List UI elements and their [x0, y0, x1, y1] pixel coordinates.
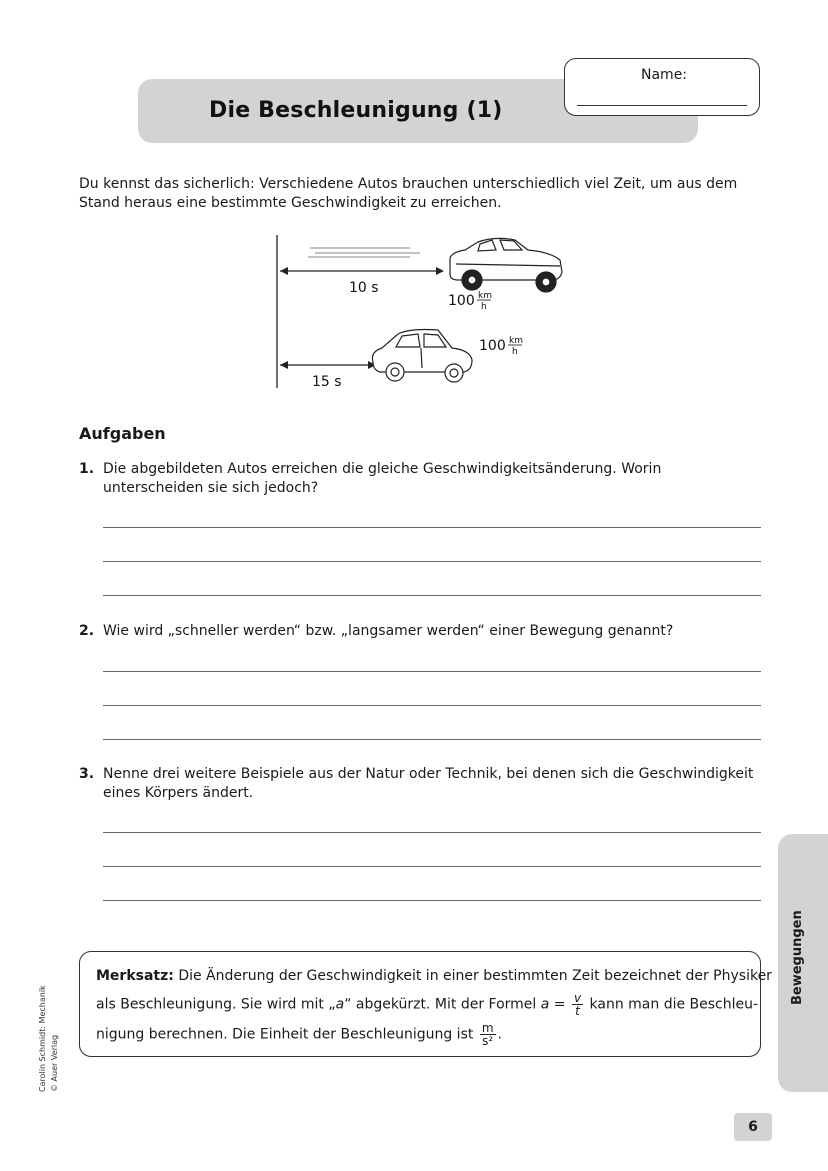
- formula-denominator: t: [575, 1004, 580, 1018]
- unit-fraction: [480, 1022, 496, 1047]
- cars-acceleration-diagram: [260, 230, 580, 395]
- task-number: 3.: [79, 766, 95, 782]
- car2-time-label: 15 s: [312, 374, 342, 390]
- arrow-head-left: [280, 361, 288, 369]
- task-text: Wie wird „schneller werden“ bzw. „langsamer werden“ einer Bewegung genannt?: [103, 623, 674, 639]
- chapter-label: Bewegungen: [790, 910, 805, 1005]
- car2-speed-value: 100: [479, 338, 506, 354]
- car2-speed-unit-num: km: [509, 336, 523, 346]
- answer-line[interactable]: [103, 832, 761, 833]
- tasks-heading: Aufgaben: [79, 424, 166, 443]
- page-title: Die Beschleunigung (1): [209, 98, 503, 123]
- answer-line[interactable]: [103, 705, 761, 706]
- car-slow-icon: [372, 330, 472, 383]
- car2-speed-unit-den: h: [512, 347, 518, 357]
- merksatz-text: nigung berechnen. Die Einheit der Beschleunigung ist: [96, 1026, 478, 1043]
- car1-time-label: 10 s: [349, 280, 379, 296]
- formula-lhs: a =: [540, 996, 566, 1013]
- merksatz-line-1: [96, 968, 772, 984]
- page-number: 6: [734, 1113, 772, 1141]
- task-text: Nenne drei weitere Beispiele aus der Natur oder Technik, bei denen sich die Geschwindigkeit eines Körpers ändert.: [103, 766, 754, 801]
- task-number: 1.: [79, 461, 95, 477]
- merksatz-text: kann man die Beschleu-: [585, 996, 759, 1013]
- merksatz-text: “ abgekürzt. Mit der Formel: [344, 996, 541, 1013]
- task-text: Die abgebildeten Autos erreichen die gleiche Geschwindigkeitsänderung. Worin unterscheiden sie sich jedoch?: [103, 461, 662, 496]
- answer-line[interactable]: [103, 527, 761, 528]
- unit-denominator: s²: [482, 1034, 494, 1048]
- name-box: [564, 58, 760, 116]
- intro-text: Du kennst das sicherlich: Verschiedene Autos brauchen unterschiedlich viel Zeit, um aus dem Stand heraus eine bestimmte Geschwindigkeit zu erreichen.: [79, 176, 738, 211]
- answer-line[interactable]: [103, 900, 761, 901]
- credit-author: Carolin Schmidt: Mechanik: [38, 985, 47, 1092]
- name-label: Name:: [641, 67, 688, 83]
- merksatz-box: [79, 951, 772, 1057]
- merksatz-label: Merksatz:: [96, 968, 174, 984]
- answer-line[interactable]: [103, 595, 761, 596]
- merksatz-text: als Beschleunigung. Sie wird mit „: [96, 996, 336, 1013]
- unit-numerator: m: [481, 1021, 494, 1035]
- car1-speed-unit-den: h: [481, 302, 487, 312]
- car1-speed-unit-num: km: [478, 291, 492, 301]
- formula-numerator: v: [573, 991, 582, 1005]
- arrow-head-right: [436, 267, 444, 275]
- answer-line[interactable]: [103, 671, 761, 672]
- acceleration-symbol: a: [335, 996, 345, 1013]
- merksatz-text: .: [497, 1026, 502, 1043]
- formula-fraction: [572, 992, 583, 1017]
- credit-publisher: © Auer Verlag: [50, 1034, 59, 1092]
- merksatz-line-2: [96, 992, 758, 1017]
- merksatz-text: Die Änderung der Geschwindigkeit in einer bestimmten Zeit bezeichnet der Physiker: [173, 968, 772, 984]
- name-write-line[interactable]: [577, 105, 747, 106]
- answer-line[interactable]: [103, 739, 761, 740]
- car-fast-icon: [450, 238, 562, 292]
- task-number: 2.: [79, 623, 95, 639]
- answer-line[interactable]: [103, 866, 761, 867]
- merksatz-line-3: [96, 1022, 502, 1047]
- arrow-head-left: [280, 267, 288, 275]
- answer-line[interactable]: [103, 561, 761, 562]
- car1-speed-value: 100: [448, 293, 475, 309]
